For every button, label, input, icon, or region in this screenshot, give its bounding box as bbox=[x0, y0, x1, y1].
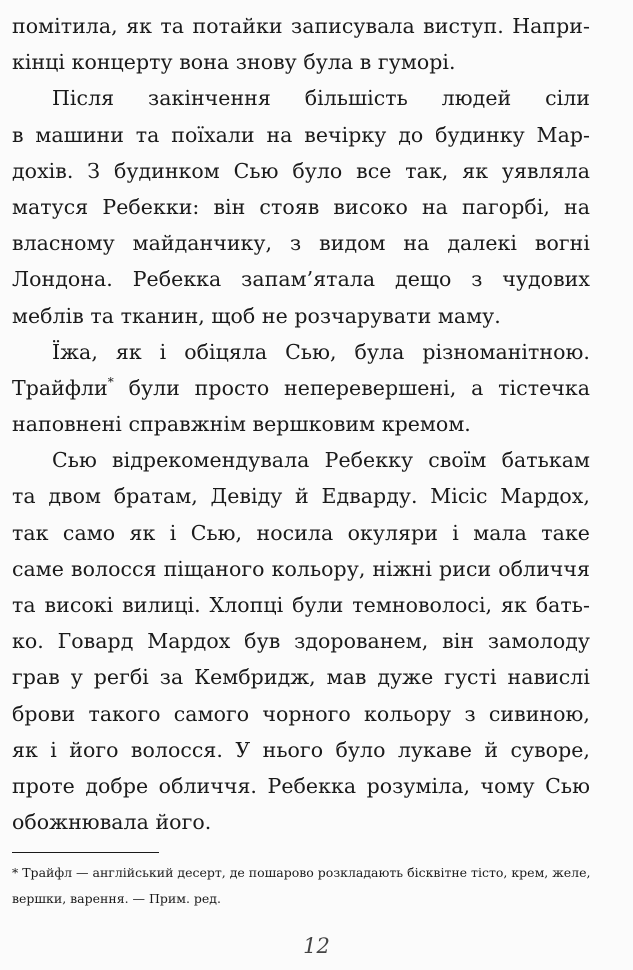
text-line: дохів. З будинком Сью було все так, як уявляла bbox=[12, 158, 590, 183]
footnote-divider bbox=[12, 852, 159, 853]
footnote-line: вершки, варення. — Прим. ред. bbox=[12, 891, 221, 906]
text-line: наповнені справжнім вершковим кремом. bbox=[12, 412, 471, 437]
text-line: в машини та поїхали на вечірку до будинку Мар- bbox=[12, 122, 590, 147]
text-line: ко. Говард Мардох був здорованем, він замолоду bbox=[12, 629, 590, 654]
text-line: Після закінчення більшість людей сіли bbox=[52, 86, 590, 111]
text-line: та двом братам, Девіду й Едварду. Місіс Мардох, bbox=[12, 484, 590, 509]
text-line: так само як і Сью, носила окуляри і мала таке bbox=[12, 520, 590, 545]
text-line: проте добре обличчя. Ребекка розуміла, чому Сью bbox=[12, 773, 590, 798]
text-line: брови такого самого чорного кольору з сивиною, bbox=[12, 701, 590, 726]
text-line: обожнювала його. bbox=[12, 810, 212, 835]
page-number: 12 bbox=[303, 934, 330, 958]
text-line: саме волосся піщаного кольору, ніжні риси обличчя bbox=[12, 556, 590, 581]
text-line: Лондона. Ребекка запам’ятала дещо з чудових bbox=[12, 267, 590, 292]
text-line: та високі вилиці. Хлопці були темноволосі, як бать- bbox=[12, 593, 590, 617]
text-line: меблів та тканин, щоб не розчарувати маму. bbox=[12, 303, 501, 328]
text-line: помітила, як та потайки записувала виступ. Напри- bbox=[12, 14, 590, 38]
text-line: власному майданчику, з видом на далекі вогні bbox=[12, 231, 590, 256]
footnote bbox=[12, 860, 590, 912]
footnote-line: * Трайфл — англійський десерт, де пошарово розкладають бісквітне тісто, крем, желе, bbox=[12, 865, 591, 880]
text-line: матуся Ребекки: він стояв високо на пагорбі, на bbox=[12, 194, 590, 219]
text-line: Їжа, як і обіцяла Сью, була різноманітною. bbox=[52, 339, 590, 364]
text-line: кінці концерту вона знову була в гуморі. bbox=[12, 50, 456, 75]
body-text bbox=[12, 8, 590, 840]
text-line: грав у регбі за Кембридж, мав дуже густі навислі bbox=[12, 665, 590, 690]
text-line: Сью відрекомендувала Ребекку своїм батькам bbox=[52, 448, 590, 473]
text-line: як і його волосся. У нього було лукаве й суворе, bbox=[12, 737, 590, 762]
text-line: Трайфли* були просто неперевершені, а тістечка bbox=[12, 374, 590, 400]
footnote-marker: * bbox=[107, 374, 114, 389]
